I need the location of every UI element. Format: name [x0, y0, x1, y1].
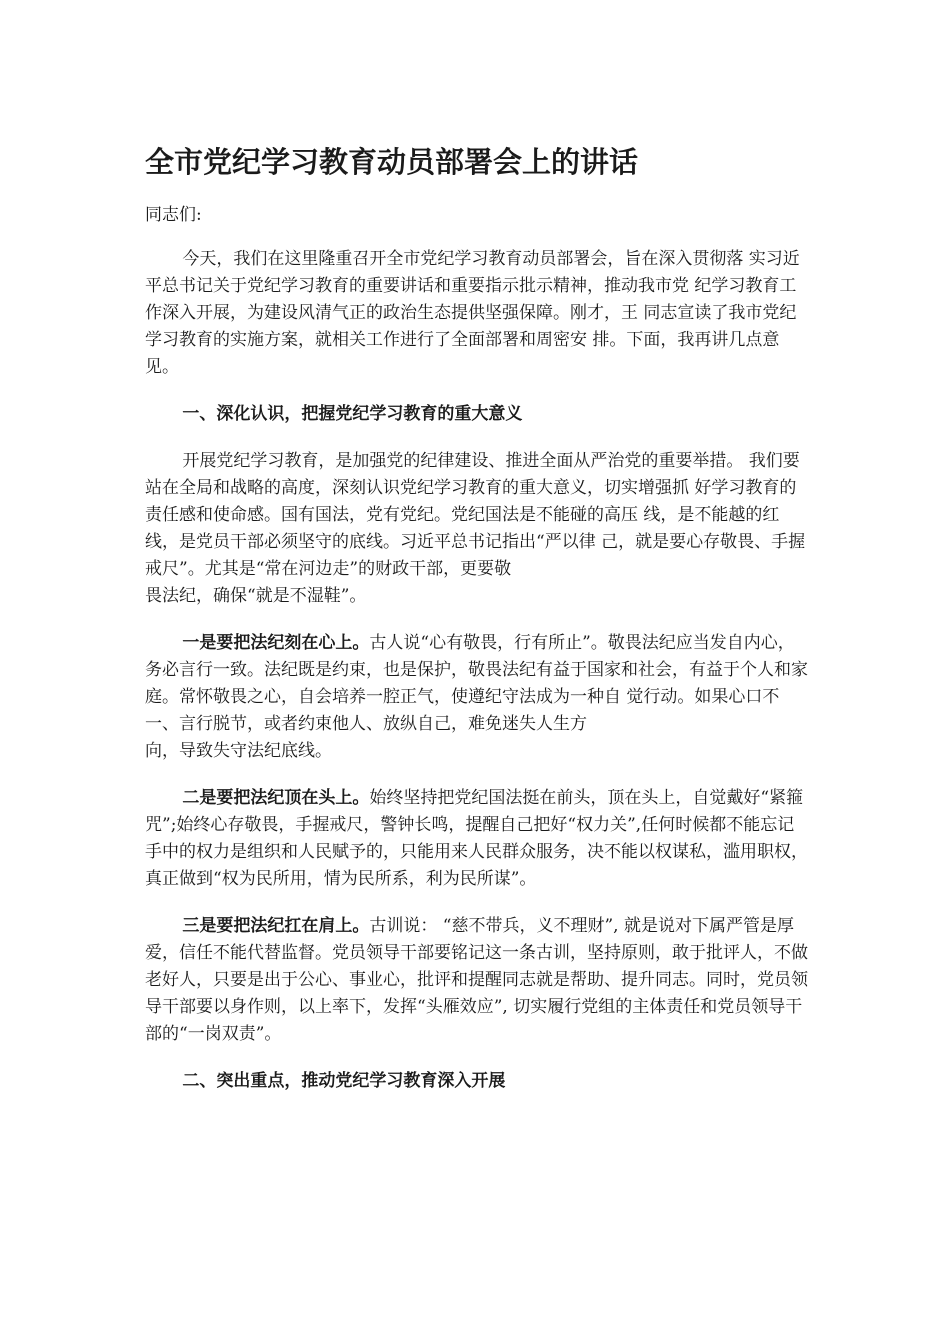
point-2-text: 始终坚持把党纪国法挺在前头，顶在头上，自觉戴好“紧箍咒”;始终心存敬畏，手握戒尺，警钟长鸣，提醒自己把好“权力关”,任何时候都不能忘记手中的权力是组织和人民赋予的，只能用来人民群众服务，决不能以权谋私，滥用职权，真正做到“权为民所用，情为民所系，利为民所谋”。	[145, 788, 808, 889]
point-1-lead: 一是要把法纪刻在心上。	[182, 633, 370, 653]
document-body	[145, 246, 810, 1095]
point-1-text: 古人说“心有敬畏，行有所止”。敬畏法纪应当发自内心，务必言行一致。法纪既是约束，也是保护，敬畏法纪有益于国家和社会，有益于个人和家庭。常怀敬畏之心，自会培养一腔正气，使遵纪守法成为一种自 觉行动。如果心口不一、言行脱节，或者约束他人、放纵自己，难免迷失人生方	[145, 633, 808, 734]
section-2-heading: 二、突出重点，推动党纪学习教育深入开展	[182, 1071, 506, 1091]
point-1-paragraph	[145, 630, 810, 738]
salutation: 同志们:	[145, 205, 202, 225]
point-3-lead: 三是要把法纪扛在肩上。	[182, 916, 370, 936]
section-1-paragraph: 开展党纪学习教育，是加强党的纪律建设、推进全面从严治党的重要举措。 我们要站在全局和战略的高度，深刻认识党纪学习教育的重大意义，切实增强抓 好学习教育的责任感和使命感。国有国法，党有党纪。党纪国法是不能碰的高压 线，是不能越的红线，是党员干部必须坚守的底线。习近平总书记指出“严以律 己，就是要心存敬畏、手握戒尺”。尤其是“常在河边走”的财政干部，更要敬	[145, 451, 806, 579]
intro-paragraph: 今天，我们在这里隆重召开全市党纪学习教育动员部署会，旨在深入贯彻落 实习近平总书记关于党纪学习教育的重要讲话和重要指示批示精神，推动我市党 纪学习教育工作深入开展，为建设风清气正的政治生态提供坚强保障。刚才，王 同志宣读了我市党纪学习教育的实施方案，就相关工作进行了全面部署和周密安 排。下面，我再讲几点意见。	[145, 249, 800, 377]
point-3-paragraph	[145, 913, 810, 1048]
point-2-paragraph	[145, 785, 810, 893]
point-2-lead: 二是要把法纪顶在头上。	[182, 788, 370, 808]
point-1-tail: 向，导致失守法纪底线。	[145, 741, 332, 761]
section-1-paragraph-tail: 畏法纪，确保“就是不湿鞋”。	[145, 586, 367, 606]
section-1-heading: 一、深化认识，把握党纪学习教育的重大意义	[182, 404, 523, 424]
point-3-text: 古训说： “慈不带兵，义不理财”, 就是说对下属严管是厚爱，信任不能代替监督。党员领导干部要铭记这一条古训，坚持原则，敢于批评人，不做老好人，只要是出于公心、事业心，批评和提醒同志就是帮助、提升同志。同时，党员领导干部要以身作则，以上率下，发挥“头雁效应”, 切实履行党组的主体责任和党员领导干部的“一岗双责”。	[145, 916, 808, 1044]
document-title: 全市党纪学习教育动员部署会上的讲话	[145, 145, 639, 179]
